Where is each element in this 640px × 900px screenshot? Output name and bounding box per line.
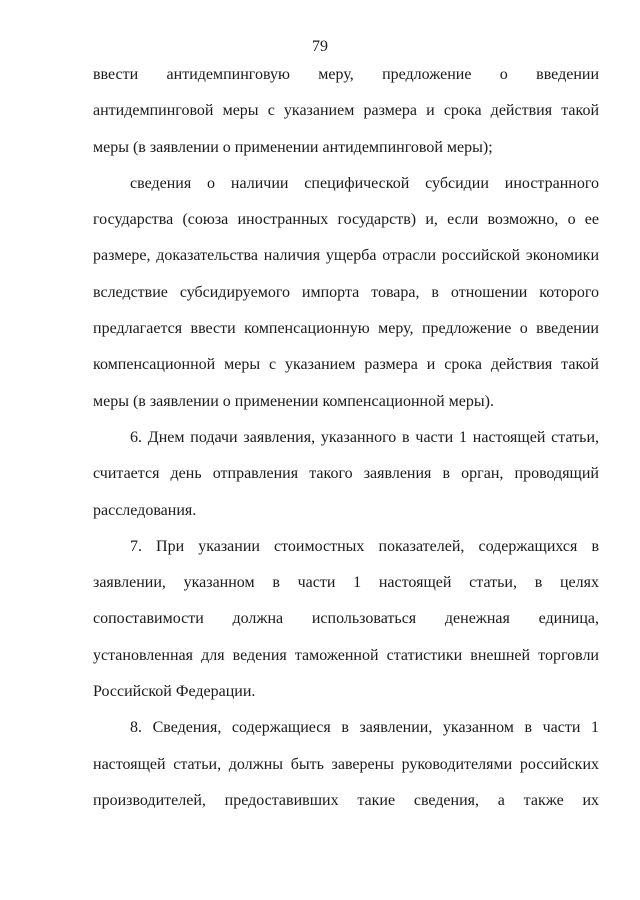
text-line: предлагается ввести компенсационную меру, предложение о введении xyxy=(93,320,599,338)
text-line: компенсационной меры с указанием размера и срока действия такой xyxy=(93,356,599,374)
text-line: считается день отправления такого заявления в орган, проводящий xyxy=(93,465,599,483)
text-line: настоящей статьи, должны быть заверены руководителями российских xyxy=(93,755,599,773)
text-line: антидемпинговой меры с указанием размера и срока действия такой xyxy=(93,102,599,120)
text-line: заявлении, указанном в части 1 настоящей статьи, в целях xyxy=(93,574,599,592)
text-line: размере, доказательства наличия ущерба отрасли российской экономики xyxy=(93,247,599,265)
text-line: Российской Федерации. xyxy=(93,683,256,701)
paragraph-start-line: 8. Сведения, содержащиеся в заявлении, указанном в части 1 xyxy=(130,719,599,737)
text-line: расследования. xyxy=(93,501,197,519)
text-line: производителей, предоставивших такие сведения, а также их xyxy=(93,791,599,809)
paragraph-start-line: 6. Днем подачи заявления, указанного в части 1 настоящей статьи, xyxy=(130,428,599,446)
text-line: меры (в заявлении о применении антидемпинговой меры); xyxy=(93,138,493,156)
paragraph-start-line: сведения о наличии специфической субсидии иностранного xyxy=(130,174,599,192)
text-line: меры (в заявлении о применении компенсационной меры). xyxy=(93,392,494,410)
text-line: ввести антидемпинговую меру, предложение о введении xyxy=(93,66,599,83)
document-body xyxy=(93,57,599,819)
text-line: сопоставимости должна использоваться денежная единица, xyxy=(93,610,599,628)
text-line: вследствие субсидируемого импорта товара, в отношении которого xyxy=(93,283,599,301)
text-line: установленная для ведения таможенной статистики внешней торговли xyxy=(93,646,599,664)
paragraph-start-line: 7. При указании стоимостных показателей, содержащихся в xyxy=(130,537,599,555)
page-number: 79 xyxy=(312,38,328,55)
text-line: государства (союза иностранных государств) и, если возможно, о ее xyxy=(93,211,599,229)
